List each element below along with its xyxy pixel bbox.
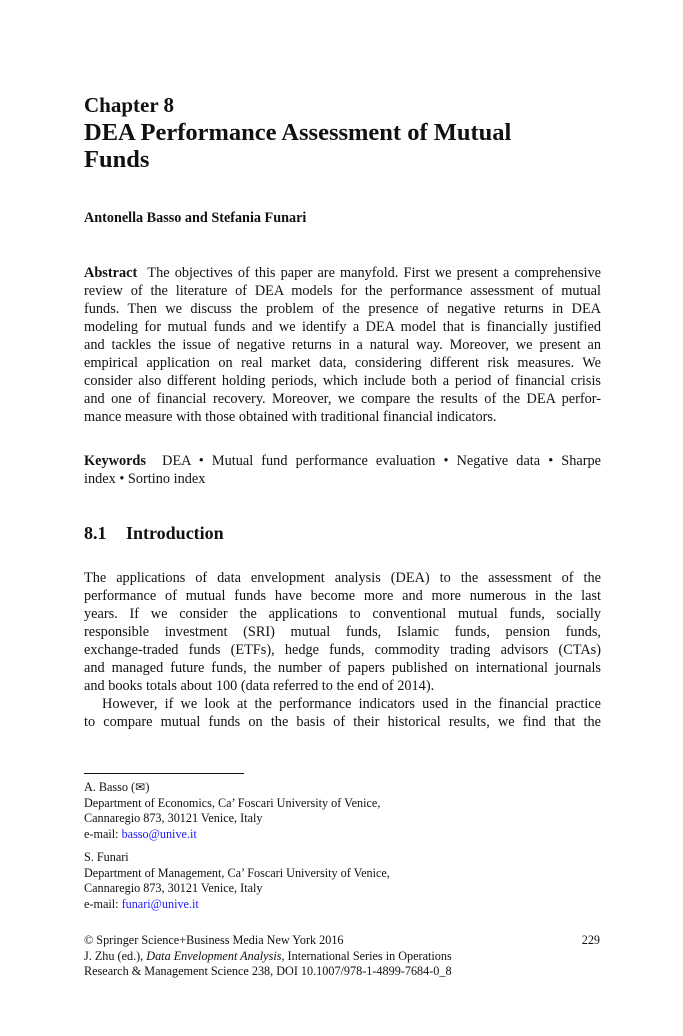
intro-text (84, 569, 601, 731)
section-heading (84, 523, 224, 544)
email-label: e-mail: (84, 896, 122, 911)
title-line: Funds (84, 146, 150, 173)
email-link[interactable]: basso@unive.it (121, 826, 197, 841)
intro-line: performance of mutual funds have become more and more numerous in the last (84, 588, 601, 604)
footnote-author-2 (84, 850, 604, 912)
page-footer (84, 933, 600, 980)
keywords (84, 452, 601, 488)
chapter-title (84, 119, 511, 173)
abstract-line: modeling for mutual funds and we identify a DEA model that is financially justified (84, 319, 601, 335)
footnote-address: Cannaregio 873, 30121 Venice, Italy (84, 811, 263, 825)
section-title: Introduction (126, 523, 224, 543)
copyright: © Springer Science+Business Media New York 2016 (84, 933, 344, 947)
footnote-rule (84, 773, 244, 774)
abstract-line: review of the literature of DEA models for the performance assessment of mutual (84, 283, 601, 299)
intro-line: and managed future funds, the number of papers published on international journals (84, 660, 601, 676)
footnote-name: S. Funari (84, 850, 129, 864)
footnote-author-1 (84, 780, 604, 842)
email-label: e-mail: (84, 826, 122, 841)
footnote-address: Cannaregio 873, 30121 Venice, Italy (84, 881, 263, 895)
abstract-line: consider also different holding periods, which include both a period of financial crisis (84, 373, 601, 389)
keywords-line: DEA • Mutual fund performance evaluation • Negative data • Sharpe (162, 453, 601, 469)
abstract-line: funds. Then we discuss the problem of the presence of negative returns in DEA (84, 301, 601, 317)
chapter-label: Chapter 8 (84, 93, 175, 117)
citation-doi: Research & Management Science 238, DOI 10.1007/978-1-4899-7684-0_8 (84, 964, 452, 978)
book-title: Data Envelopment Analysis (146, 948, 282, 963)
citation-suffix: , International Series in Operations (281, 948, 452, 963)
intro-line: years. If we consider the applications to conventional mutual funds, socially (84, 606, 601, 622)
footnote-affiliation: Department of Management, Ca’ Foscari University of Venice, (84, 865, 390, 880)
abstract-label: Abstract (84, 265, 138, 281)
intro-line: exchange-traded funds (ETFs), hedge funds, commodity trading advisors (CTAs) (84, 642, 601, 658)
intro-line: to compare mutual funds on the basis of their historical results, we find that the (84, 714, 601, 730)
title-line: DEA Performance Assessment of Mutual (84, 119, 512, 146)
page-number: 229 (581, 933, 600, 947)
keywords-label: Keywords (84, 453, 146, 469)
citation-prefix: J. Zhu (ed.), (84, 948, 147, 963)
abstract-line: mance measure with those obtained with traditional financial indicators. (84, 409, 497, 425)
abstract-line: The objectives of this paper are manyfold. First we present a comprehensive (147, 265, 601, 281)
abstract-line: and tackles the issue of negative returns in a natural way. Moreover, we present an (84, 337, 601, 353)
section-number: 8.1 (84, 523, 107, 543)
abstract-line: empirical application on real market data, considering different risk measures. We (84, 355, 601, 371)
authors: Antonella Basso and Stefania Funari (84, 210, 307, 226)
abstract-line: and one of financial recovery. Moreover, we compare the results of the DEA perfor- (84, 391, 601, 407)
footnote-affiliation: Department of Economics, Ca’ Foscari University of Venice, (84, 795, 381, 810)
keywords-line: index • Sortino index (84, 471, 206, 487)
email-link[interactable]: funari@unive.it (121, 896, 199, 911)
intro-line: and books totals about 100 (data referred to the end of 2014). (84, 678, 435, 694)
intro-line: However, if we look at the performance indicators used in the financial practice (102, 696, 601, 712)
intro-line: The applications of data envelopment analysis (DEA) to the assessment of the (84, 570, 601, 586)
abstract (84, 264, 601, 426)
intro-line: responsible investment (SRI) mutual funds, Islamic funds, pension funds, (84, 624, 601, 640)
footnote-name: A. Basso (✉) (84, 780, 150, 794)
